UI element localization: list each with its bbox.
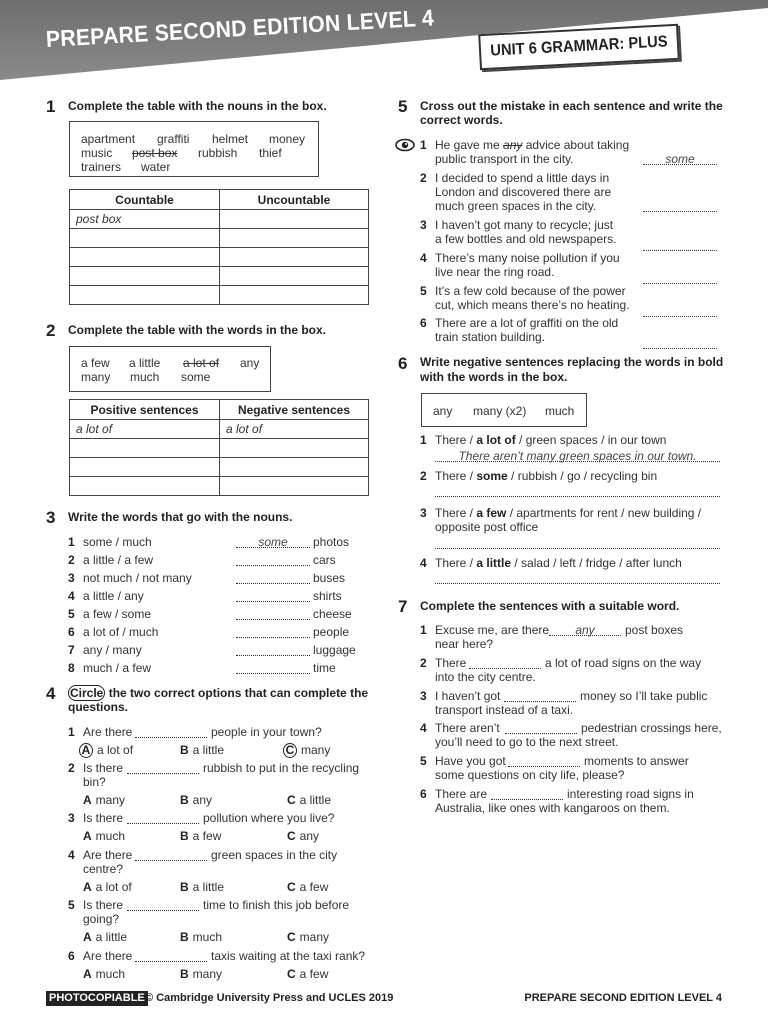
option-b[interactable] [180,793,212,807]
answer-blank[interactable] [508,755,580,767]
prompt-text: There / [435,433,477,447]
answer-blank[interactable] [469,657,541,669]
question-end-line2: bin? [83,775,106,789]
option-c[interactable] [287,880,328,894]
ex1-word-example: post box [132,146,178,160]
ex2-word: a little [129,356,161,370]
ex2-word: much [130,370,160,384]
option-letter: C [287,967,296,981]
sentence-end: interesting road signs in [567,787,694,801]
item-number: 2 [420,469,427,483]
sentence-start: There [435,656,467,670]
option-letter: B [180,829,189,843]
noun-label: time [313,661,336,675]
answer-blank[interactable] [643,272,717,284]
item-number: 4 [68,589,75,603]
item-number: 4 [420,721,427,735]
question-end: green spaces in the city [211,848,338,862]
prompt-text: / rubbish / go / recycling bin [507,469,658,483]
table-cell[interactable] [70,229,220,248]
option-c[interactable] [287,930,329,944]
option-text: a few [299,880,329,894]
option-text: a little [192,743,225,757]
prompt-text: There / [435,556,477,570]
noun-label: shirts [313,589,342,603]
table-cell[interactable] [70,248,220,267]
table-cell[interactable] [70,458,220,477]
option-a[interactable] [83,829,125,843]
ex1-word: helmet [212,132,249,146]
item-number: 1 [420,623,427,637]
prompt-line [435,469,657,483]
item-number: 3 [68,811,75,825]
sentence-line2: a few bottles and old newspapers. [435,232,617,246]
table-cell[interactable] [70,439,220,458]
ex7-number: 7 [398,597,408,616]
table-cell[interactable] [220,210,369,229]
prompt-text: There / [435,469,477,483]
item-number: 5 [420,754,427,768]
option-letter: A [83,880,92,894]
sentence-line1 [435,171,609,185]
ex1-word: music [81,146,113,160]
item-number: 3 [68,571,75,585]
item-number: 3 [420,506,427,520]
answer-blank[interactable] [135,849,207,861]
question-start: Are there [83,725,133,739]
sentence-line3: much green spaces in the city. [435,199,597,213]
sentence-line2: some questions on city life, please? [435,768,625,782]
ex6-word: many (x2) [473,404,527,418]
item-text: any / many [83,643,142,657]
answer-blank[interactable] [236,662,310,674]
circled-option-letter: C [283,743,297,758]
answer-line[interactable] [435,537,720,549]
sentence-line2: cut, which means there’s no heating. [435,298,630,312]
option-text: a lot of [95,880,132,894]
item-number: 2 [68,761,75,775]
answer-line[interactable] [435,572,720,584]
sentence-line2: near here? [435,637,494,651]
answer-blank[interactable] [236,626,310,638]
noun-label: people [313,625,350,639]
prompt-text: / apartments for rent / new building / [506,506,702,520]
item-number: 4 [420,251,427,265]
photocopiable-badge: PHOTOCOPIABLE [46,991,148,1006]
answer-blank[interactable]: some [236,536,310,548]
ex3-number: 3 [46,508,56,527]
answer-blank[interactable] [127,762,199,774]
option-letter: B [180,743,189,757]
ex1-word: water [141,160,171,174]
table-cell[interactable] [220,286,369,305]
ex2-example-left: a lot of [70,420,220,439]
option-b[interactable] [180,829,221,843]
answer-blank[interactable] [643,200,717,212]
sentence-end: a lot of road signs on the way [545,656,702,670]
ex4-number: 4 [46,684,56,703]
prompt-text: / green spaces / in our town [515,433,667,447]
item-text: a lot of / much [83,625,159,639]
sentence-line2: public transport in the city. [435,152,574,166]
option-text: much [95,829,126,843]
option-text: many [192,967,223,981]
table-cell[interactable] [220,267,369,286]
option-a[interactable] [83,793,125,807]
sentence-start: There aren’t [435,721,500,735]
ex2-word: any [240,356,260,370]
sentence-line2: into the city centre. [435,670,536,684]
ex2-title: Complete the table with the words in the box. [68,323,327,337]
ex4-title-line2: questions. [68,700,129,714]
copyright-text: © Cambridge University Press and UCLES 2019 [145,992,394,1004]
item-number: 5 [420,284,427,298]
item-number: 6 [68,949,75,963]
question-end: time to finish this job before [203,898,350,912]
ex3-title: Write the words that go with the nouns. [68,510,293,524]
item-number: 1 [68,535,75,549]
item-number: 8 [68,661,75,675]
table-cell[interactable] [70,286,220,305]
ex6-word: any [433,404,453,418]
item-number: 4 [68,848,75,862]
option-b[interactable] [180,880,224,894]
ex6-title-line2: with the words in the box. [420,370,568,384]
option-letter: A [83,829,92,843]
answer-blank[interactable] [504,690,576,702]
sentence-end: moments to answer [584,754,689,768]
item-number: 1 [420,433,427,447]
option-text: a few [299,967,329,981]
ex4-title [68,686,368,700]
ex4-title-rest: the two correct options that can complete the [108,686,369,700]
prompt-line [435,506,701,520]
item-number: 5 [68,607,75,621]
question-end: taxis waiting at the taxi rank? [211,949,366,963]
option-a[interactable] [83,930,127,944]
item-number: 6 [420,787,427,801]
question-start: Are there [83,848,133,862]
answer-blank[interactable] [236,572,310,584]
item-number: 3 [420,218,427,232]
table-cell[interactable] [220,477,369,496]
answer-blank[interactable] [643,305,717,317]
answer-blank[interactable] [643,337,717,349]
option-letter: B [180,967,189,981]
noun-label: luggage [313,643,356,657]
ex2-word-example: a lot of [183,356,220,370]
ex6-number: 6 [398,354,408,373]
sentence-line2: live near the ring road. [435,265,555,279]
ex1-th-countable: Countable [70,190,220,210]
item-number: 2 [420,171,427,185]
option-letter: C [287,880,296,894]
page-title: PREPARE SECOND EDITION LEVEL 4 [45,4,435,52]
ex6-word: much [545,404,575,418]
option-text: a little [192,880,225,894]
question-start: Is there [83,898,124,912]
answer-blank[interactable] [236,644,310,656]
question-end: people in your town? [211,725,322,739]
ex1-word: graffiti [157,132,190,146]
sentence-line1 [435,138,629,152]
ex2-th-negative: Negative sentences [220,400,369,420]
option-text: many [299,930,330,944]
item-number: 2 [420,656,427,670]
item-number: 1 [420,138,427,152]
ex2-word-box [69,346,271,392]
item-number: 6 [68,625,75,639]
prompt-line [435,433,666,447]
answer-blank[interactable] [643,239,717,251]
ex7-title: Complete the sentences with a suitable word. [420,599,680,613]
answer-blank[interactable]: any [549,624,621,636]
ex1-word: rubbish [198,146,238,160]
ex1-th-uncountable: Uncountable [220,190,369,210]
bold-phrase: some [476,469,508,483]
item-text: a little / any [83,589,144,603]
sentence-start: I haven’t got [435,689,501,703]
bold-phrase: a lot of [476,433,516,447]
option-letter: C [287,829,296,843]
option-letter: A [83,930,92,944]
table-cell[interactable] [70,267,220,286]
crossed-out-word: any [503,138,523,152]
answer-blank[interactable] [135,950,207,962]
option-b[interactable] [180,967,222,981]
sentence-text: He gave me [435,138,504,152]
option-letter: C [287,930,296,944]
ex1-title: Complete the table with the nouns in the box. [68,99,327,113]
answer-blank[interactable]: some [643,153,717,165]
option-a[interactable] [83,967,125,981]
ex2-example-right: a lot of [220,420,369,439]
question-start: Are there [83,949,133,963]
question-end-line2: going? [83,912,120,926]
circled-option-letter: A [79,743,93,758]
sentence-line1 [435,218,613,232]
ex1-word: thief [259,146,282,160]
unit-label: UNIT 6 GRAMMAR: PLUS [489,33,669,60]
ex4-circle-word: Circle [70,686,104,700]
ex1-number: 1 [46,97,56,116]
answer-blank[interactable] [236,590,310,602]
ex2-th-positive: Positive sentences [70,400,220,420]
sentence-text: I haven’t got many to recycle; just [435,218,614,232]
option-text: a little [299,793,332,807]
item-number: 3 [420,689,427,703]
option-text: much [192,930,223,944]
item-number: 1 [68,725,75,739]
item-text: much / a few [83,661,152,675]
sentence-line1 [435,284,626,298]
prompt-line2: opposite post office [435,520,539,534]
sentence-line1 [435,316,618,330]
noun-label: buses [313,571,346,585]
sentence-line2: Australia, like ones with kangaroos on them. [435,801,670,815]
noun-label: cars [313,553,336,567]
answer-blank[interactable] [127,812,199,824]
sentence-line2: London and discovered there are [435,185,612,199]
sentence-start: There are [435,787,488,801]
question-start: Is there [83,811,124,825]
option-a[interactable] [83,880,132,894]
table-cell[interactable] [220,229,369,248]
prompt-text: / salad / left / fridge / after lunch [511,556,682,570]
bold-phrase: a little [476,556,512,570]
answer-blank[interactable] [236,608,310,620]
option-text: much [95,967,126,981]
sentence-start: Have you got [435,754,506,768]
option-text: a few [192,829,222,843]
noun-label: cheese [313,607,352,621]
ex2-word: a few [81,356,110,370]
sentence-line2: train station building. [435,330,546,344]
item-text: a few / some [83,607,152,621]
sentence-line1 [435,251,620,265]
item-number: 6 [420,316,427,330]
item-number: 4 [420,556,427,570]
option-text: a lot of [97,743,134,757]
item-text: a little / a few [83,553,154,567]
prompt-text: There / [435,506,477,520]
ex1-table [69,189,369,305]
question-end: rubbish to put in the recycling [203,761,360,775]
answer-blank[interactable] [505,722,577,734]
ex5-title-line2: correct words. [420,113,503,127]
ex1-word: apartment [81,132,136,146]
prompt-line [435,556,682,570]
ex1-example-cell: post box [70,210,220,229]
option-letter: B [180,793,189,807]
question-end-line2: centre? [83,862,124,876]
table-cell[interactable] [70,477,220,496]
option-text: many [301,743,331,757]
table-cell[interactable] [220,248,369,267]
sentence-text: There’s many noise pollution if you [435,251,620,265]
item-number: 7 [68,643,75,657]
sentence-text: I decided to spend a little days in [435,171,610,185]
ex1-word-box [69,121,319,177]
answer-line[interactable]: There aren’t many green spaces in our town. [435,450,720,462]
item-text: not much / not many [83,571,192,585]
option-c[interactable] [287,967,328,981]
sentence-end: pedestrian crossings here, [581,721,722,735]
option-b[interactable] [180,930,222,944]
question-start: Is there [83,761,124,775]
option-letter: A [83,967,92,981]
option-text: any [299,829,320,843]
option-b[interactable] [180,743,224,757]
sentence-text: There are a lot of graffiti on the old [435,316,619,330]
ex1-word: trainers [81,160,122,174]
sentence-line2: you’ll need to go to the next street. [435,735,619,749]
ex2-table [69,399,369,496]
ex2-number: 2 [46,321,56,340]
table-cell[interactable] [220,458,369,477]
ex5-title: Cross out the mistake in each sentence and write the [420,99,723,113]
answer-blank[interactable] [127,899,199,911]
sentence-start: Excuse me, are there [435,623,550,637]
sentence-text: advice about taking [522,138,630,152]
footer-series-title: PREPARE SECOND EDITION LEVEL 4 [524,992,722,1004]
answer-blank[interactable] [135,726,207,738]
ex6-title: Write negative sentences replacing the words in bold [420,355,724,369]
sentence-text: It’s a few cold because of the power [435,284,626,298]
table-cell[interactable] [220,439,369,458]
option-c[interactable] [287,829,319,843]
option-text: many [95,793,126,807]
option-letter: B [180,880,189,894]
sentence-end: post boxes [625,623,684,637]
question-end: pollution where you live? [203,811,335,825]
option-letter: B [180,930,189,944]
ex6-word-box [421,393,587,427]
ex1-word: money [269,132,306,146]
sentence-end: money so I’ll take public [580,689,708,703]
ex5-number: 5 [398,97,408,116]
answer-blank[interactable] [236,554,310,566]
sentence-line2: transport instead of a taxi. [435,703,574,717]
answer-line[interactable] [435,485,720,497]
option-a[interactable] [79,743,133,758]
option-c[interactable] [287,793,331,807]
option-letter: C [287,793,296,807]
bold-phrase: a few [476,506,507,520]
option-letter: A [83,793,92,807]
item-number: 2 [68,553,75,567]
example-eye-icon [395,138,415,152]
ex2-word: some [181,370,211,384]
option-text: any [192,793,213,807]
item-text: some / much [83,535,152,549]
option-c[interactable] [283,743,330,758]
answer-blank[interactable] [491,788,563,800]
noun-label: photos [313,535,350,549]
item-number: 5 [68,898,75,912]
option-text: a little [95,930,128,944]
ex2-word: many [81,370,111,384]
